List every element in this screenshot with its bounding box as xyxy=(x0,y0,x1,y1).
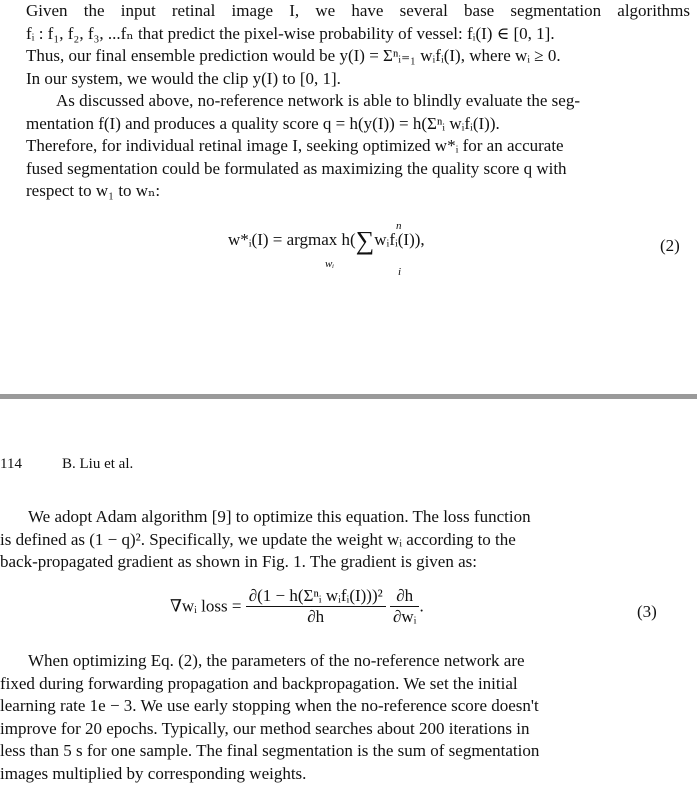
text-line: In our system, we would the clip y(I) to [0, 1]. xyxy=(26,68,341,88)
text-line: respect to w₁ to wₙ: xyxy=(26,181,161,200)
text-line: fᵢ : f₁, f₂, f₃, ...fₙ that predict the pixel-wise probability of vessel: fᵢ(I) ∈ [0, 1]. xyxy=(26,23,555,43)
equation-number-2: (2) xyxy=(660,236,680,255)
eq2-rhs: wᵢfᵢ(I)), xyxy=(374,230,425,249)
text-line: mentation f(I) and produces a quality score q = h(y(I)) = h(Σⁿᵢ wᵢfᵢ(I)). xyxy=(26,113,500,133)
argmax-subscript: wᵢ xyxy=(325,258,335,270)
text-line: When optimizing Eq. (2), the parameters of the no-reference network are xyxy=(28,651,525,670)
text-line: less than 5 s for one sample. The final segmentation is the sum of segmentation xyxy=(0,741,540,760)
text-line: Therefore, for individual retinal image I, seeking optimized w*ᵢ for an accurate xyxy=(26,136,564,155)
fraction-loss xyxy=(246,586,386,627)
fraction-h-w xyxy=(390,586,419,627)
eq3-tail: . xyxy=(419,596,424,616)
fraction-numerator: ∂h xyxy=(390,586,419,607)
text-line: fused segmentation could be formulated as maximizing the quality score q with xyxy=(26,158,567,178)
equation-3 xyxy=(170,586,424,627)
page-fragment-top xyxy=(0,0,697,390)
text-line: is defined as (1 − q)². Specifically, we update the weight wᵢ according to the xyxy=(0,529,516,549)
text-line: We adopt Adam algorithm [9] to optimize this equation. The loss function xyxy=(28,507,531,526)
paragraph-adam xyxy=(0,506,660,574)
eq3-lhs: ∇wᵢ loss = xyxy=(170,596,242,616)
text-line: Given the input retinal image I, we have several base segmentation algorithms xyxy=(26,1,690,20)
paragraph-ensemble xyxy=(26,0,690,90)
paragraph-no-reference xyxy=(26,90,690,203)
fraction-denominator: ∂h xyxy=(307,607,325,626)
fraction-numerator: ∂(1 − h(Σⁿᵢ wᵢfᵢ(I)))² xyxy=(246,586,386,607)
equation-number-3: (3) xyxy=(637,602,657,621)
page-fragment-bottom xyxy=(0,404,697,788)
page-number: 114 xyxy=(0,456,22,472)
text-line: images multiplied by corresponding weights. xyxy=(0,763,307,783)
running-authors: B. Liu et al. xyxy=(62,456,134,472)
text-line: Thus, our final ensemble prediction would be y(I) = Σⁿᵢ₌₁ wᵢfᵢ(I), where wᵢ ≥ 0. xyxy=(26,46,561,65)
eq2-lhs: w*ᵢ(I) = argmax h( xyxy=(228,230,356,249)
sum-upper-limit: n xyxy=(396,220,402,232)
text-line: As discussed above, no-reference network is able to blindly evaluate the seg- xyxy=(56,91,580,110)
summation-symbol: ∑ xyxy=(355,226,375,255)
text-line: learning rate 1e − 3. We use early stopping when the no-reference score doesn't xyxy=(0,696,539,715)
equation-2 xyxy=(228,222,425,282)
text-line: fixed during forwarding propagation and backpropagation. We set the initial xyxy=(0,673,518,693)
sum-lower-limit: i xyxy=(398,266,402,278)
text-line: improve for 20 epochs. Typically, our method searches about 200 iterations in xyxy=(0,718,530,738)
paragraph-optimizing xyxy=(0,650,660,785)
text-line: back-propagated gradient as shown in Fig. 1. The gradient is given as: xyxy=(0,552,477,571)
fraction-denominator: ∂wᵢ xyxy=(392,607,417,626)
page-separator xyxy=(0,390,697,404)
